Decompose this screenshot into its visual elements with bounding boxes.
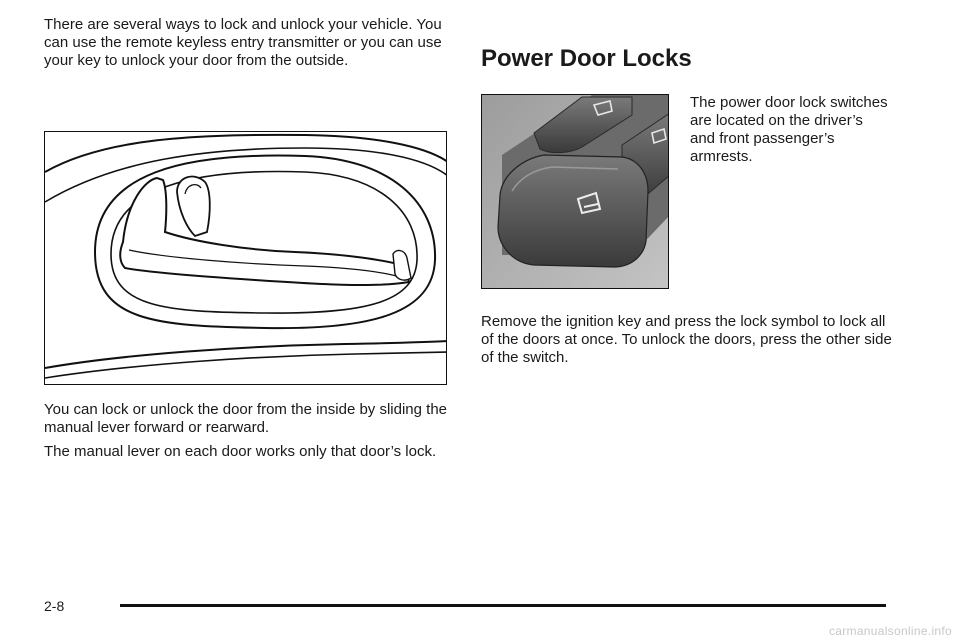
intro-paragraph: There are several ways to lock and unlock your vehicle. You can use the remote keyless entry transmitter or you can use your key to unlock your door from the outside. <box>44 16 442 69</box>
section-heading: Power Door Locks <box>481 45 692 72</box>
door-handle-illustration <box>44 131 447 385</box>
inside-lock-paragraph: You can lock or unlock the door from the inside by sliding the manual lever forward or rearward. <box>44 401 448 436</box>
footer-rule <box>120 604 886 607</box>
lock-instructions-paragraph: Remove the ignition key and press the lock symbol to lock all of the doors at once. To unlock the doors, press the other side of the switch. <box>481 313 892 366</box>
watermark: carmanualsonline.info <box>828 624 952 638</box>
page-number: 2-8 <box>44 598 65 614</box>
switch-location-paragraph: The power door lock switches are located on the driver’s and front passenger’s armrests. <box>690 94 888 165</box>
manual-lever-paragraph: The manual lever on each door works only that door’s lock. <box>44 443 437 460</box>
power-lock-switch-photo <box>481 94 669 289</box>
